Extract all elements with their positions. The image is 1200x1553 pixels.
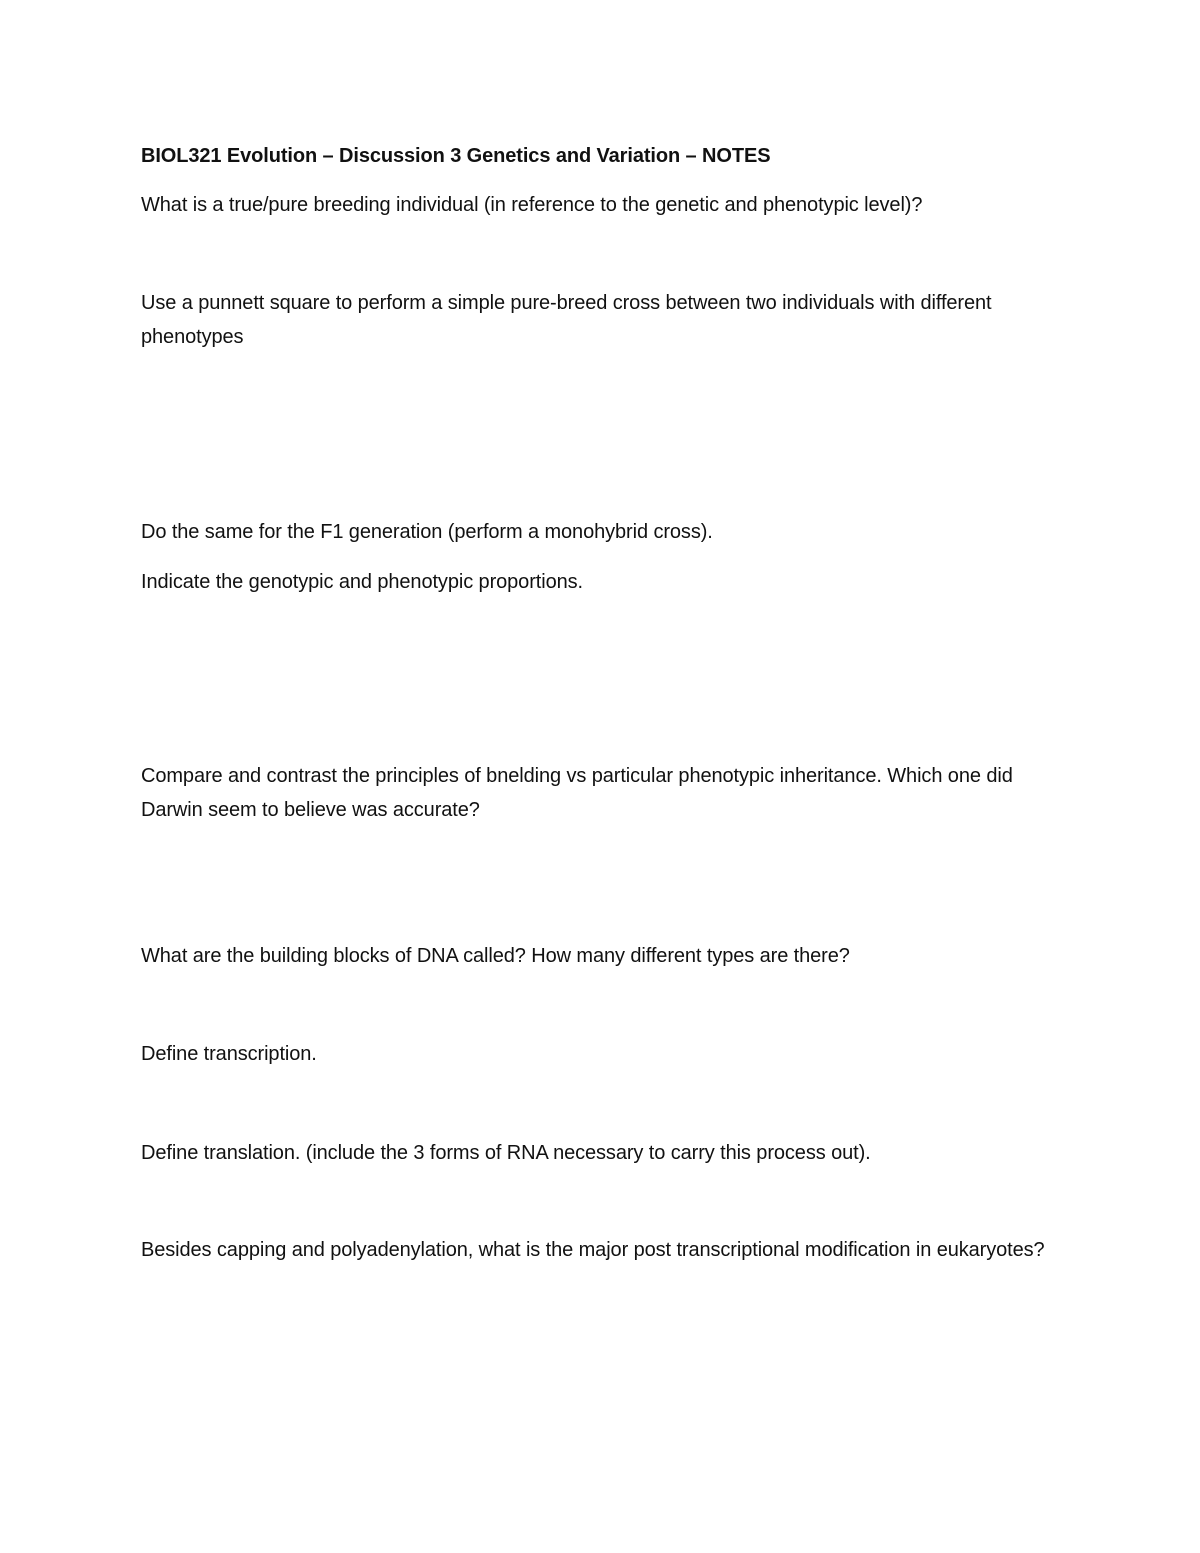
document-title: BIOL321 Evolution – Discussion 3 Genetics and Variation – NOTES [141, 145, 771, 167]
question-f1-generation: Do the same for the F1 generation (perform a monohybrid cross). [141, 521, 713, 543]
question-true-breeding: What is a true/pure breeding individual (in reference to the genetic and phenotypic level)? [141, 194, 923, 216]
question-post-transcriptional: Besides capping and polyadenylation, what is the major post transcriptional modification in eukaryotes? [141, 1239, 1045, 1261]
question-translation: Define translation. (include the 3 forms of RNA necessary to carry this process out). [141, 1142, 871, 1164]
question-dna-building-blocks: What are the building blocks of DNA called? How many different types are there? [141, 945, 850, 967]
question-punnett-square: Use a punnett square to perform a simple pure-breed cross between two individuals with different phenotypes [141, 292, 997, 348]
question-inheritance: Compare and contrast the principles of bnelding vs particular phenotypic inheritance. Which one did Darwin seem to believe was accurate? [141, 765, 1019, 821]
question-proportions: Indicate the genotypic and phenotypic proportions. [141, 571, 583, 593]
question-transcription: Define transcription. [141, 1043, 317, 1065]
